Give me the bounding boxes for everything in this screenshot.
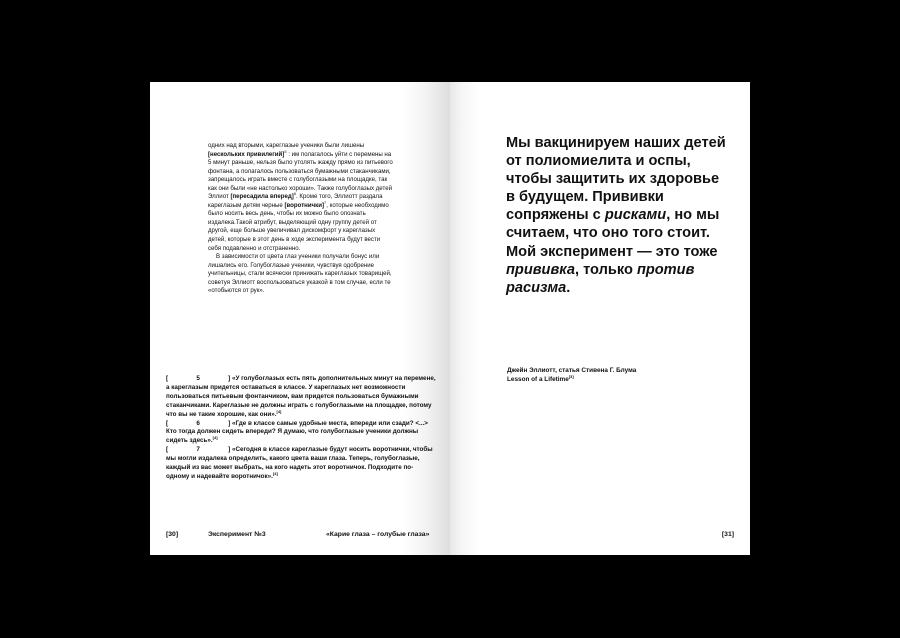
- left-page: [150, 82, 450, 555]
- bracket-open: [: [166, 375, 169, 382]
- bracket-close: ]: [228, 375, 231, 382]
- bold-term: [нескольких привилегий]: [208, 150, 285, 158]
- quote-emphasis: против расизма: [506, 261, 695, 296]
- body-text: [208, 142, 394, 296]
- quote-emphasis: прививка: [506, 261, 575, 278]
- bracket-close: ]: [228, 419, 231, 427]
- paragraph-1: [208, 142, 394, 253]
- citation-ref[interactable]: [4]: [272, 470, 278, 476]
- footnote-ref[interactable]: 6: [293, 191, 297, 197]
- footnote-ref[interactable]: 7: [323, 199, 327, 205]
- quote-attribution: [507, 366, 727, 384]
- footnote-number: 7: [196, 446, 200, 454]
- page-number: [31]: [721, 531, 734, 538]
- right-page: [450, 82, 750, 555]
- running-subtitle: «Карие глаза – голубые глаза»: [326, 531, 430, 538]
- running-title: Эксперимент №3: [208, 531, 266, 538]
- attribution-source: Lesson of a Lifetime: [507, 376, 569, 383]
- footnote-text: «Сегодня в классе кареглазые будут носить воротнички, чтобы мы могли издалека определить, какого цвета ваши глаза. Теперь, голубоглазые, каждый из вас может выбрать, на кого надеть этот воротничок. Подходите по-одному и надевайте воротничок».: [166, 446, 433, 480]
- citation-ref[interactable]: [4]: [276, 408, 282, 414]
- paragraph-2: В зависимости от цвета глаз ученики получали бонус или лишались его. Голубоглазые ученики, чувствуя одобрение учительницы, стали всячески принижать кареглазых товарищей, советуя Эллиотт воспользоваться указкой в том случае, если те «отобьются от рук».: [208, 253, 392, 295]
- bracket-close: ]: [228, 446, 231, 454]
- footnote-6: [166, 420, 436, 447]
- quote-text: Мы вакцинируем наших детей от полиомиелита и оспы, чтобы защитить их здоровье в будущем. Прививки сопряжены с: [506, 135, 726, 224]
- footnote-number: 6: [196, 419, 200, 427]
- footnote-7: [166, 446, 436, 482]
- attribution-author: Джейн Эллиотт, статья Стивена Г. Блума: [507, 367, 637, 374]
- bracket-open: [: [166, 419, 169, 427]
- footnote-5: [166, 375, 436, 420]
- footnote-ref[interactable]: 5: [284, 148, 287, 154]
- footnote-text: «Где в классе самые удобные места, впереди или сзади? <...> Кто тогда должен сидеть впереди? Я думаю, что голубоглазые ученики должны сидеть здесь».: [166, 419, 428, 445]
- pull-quote: [506, 134, 726, 297]
- footnotes: [166, 375, 436, 482]
- text-run: : им полагалось уйти с перемены на 5 минут раньше, нельзя было утолять жажду прямо из питьевого фонтана, а полагалось пользоваться бумажными стаканчиками, запрещалось играть вместе с голубоглазыми на площадке, так как они были «не настолько хороши». Также голубоглазых детей Эллиот: [208, 150, 393, 201]
- page-number: [30]: [166, 531, 179, 538]
- quote-text: .: [566, 279, 571, 296]
- text-run: . Кроме того, Эллиотт раздала кареглазым детям черные: [208, 193, 383, 209]
- quote-emphasis: рисками: [604, 207, 667, 224]
- bold-term: [воротнички]: [284, 201, 324, 209]
- quote-text: , но мы считаем, что оно того стоит. Мой эксперимент — это тоже: [506, 207, 720, 260]
- text-run: , которые необходимо было носить весь день, чтобы их можно было опознать издалека.Такой атрибут, выделяющий одну группу детей от другой, еще больше увеличивал дискомфорт у кареглазых детей, которые в этот день в ходе эксперимента будут вести себя подавленно и отстраненно.: [208, 201, 389, 252]
- footnote-number: 5: [196, 375, 200, 382]
- footnote-text: «У голубоглазых есть пять дополнительных минут на перемене, а кареглазым придется оставаться в классе. У кареглазых нет возможности пользоваться питьевым фонтанчиком, вам придется пользоваться бумажными стаканчиками. Кареглазые не должны играть с голубоглазыми на площадке, потому что вы не такие хорошие, как они».: [166, 375, 436, 418]
- attribution-source-line: [507, 375, 727, 384]
- bracket-open: [: [166, 446, 169, 454]
- quote-text: , только: [574, 261, 637, 278]
- text-run: одних над вторыми, кареглазые ученики были лишены: [208, 142, 365, 149]
- bold-term: [пересадила вперед]: [230, 193, 294, 201]
- citation-ref[interactable]: [3]: [568, 373, 574, 379]
- citation-ref[interactable]: [4]: [212, 435, 218, 441]
